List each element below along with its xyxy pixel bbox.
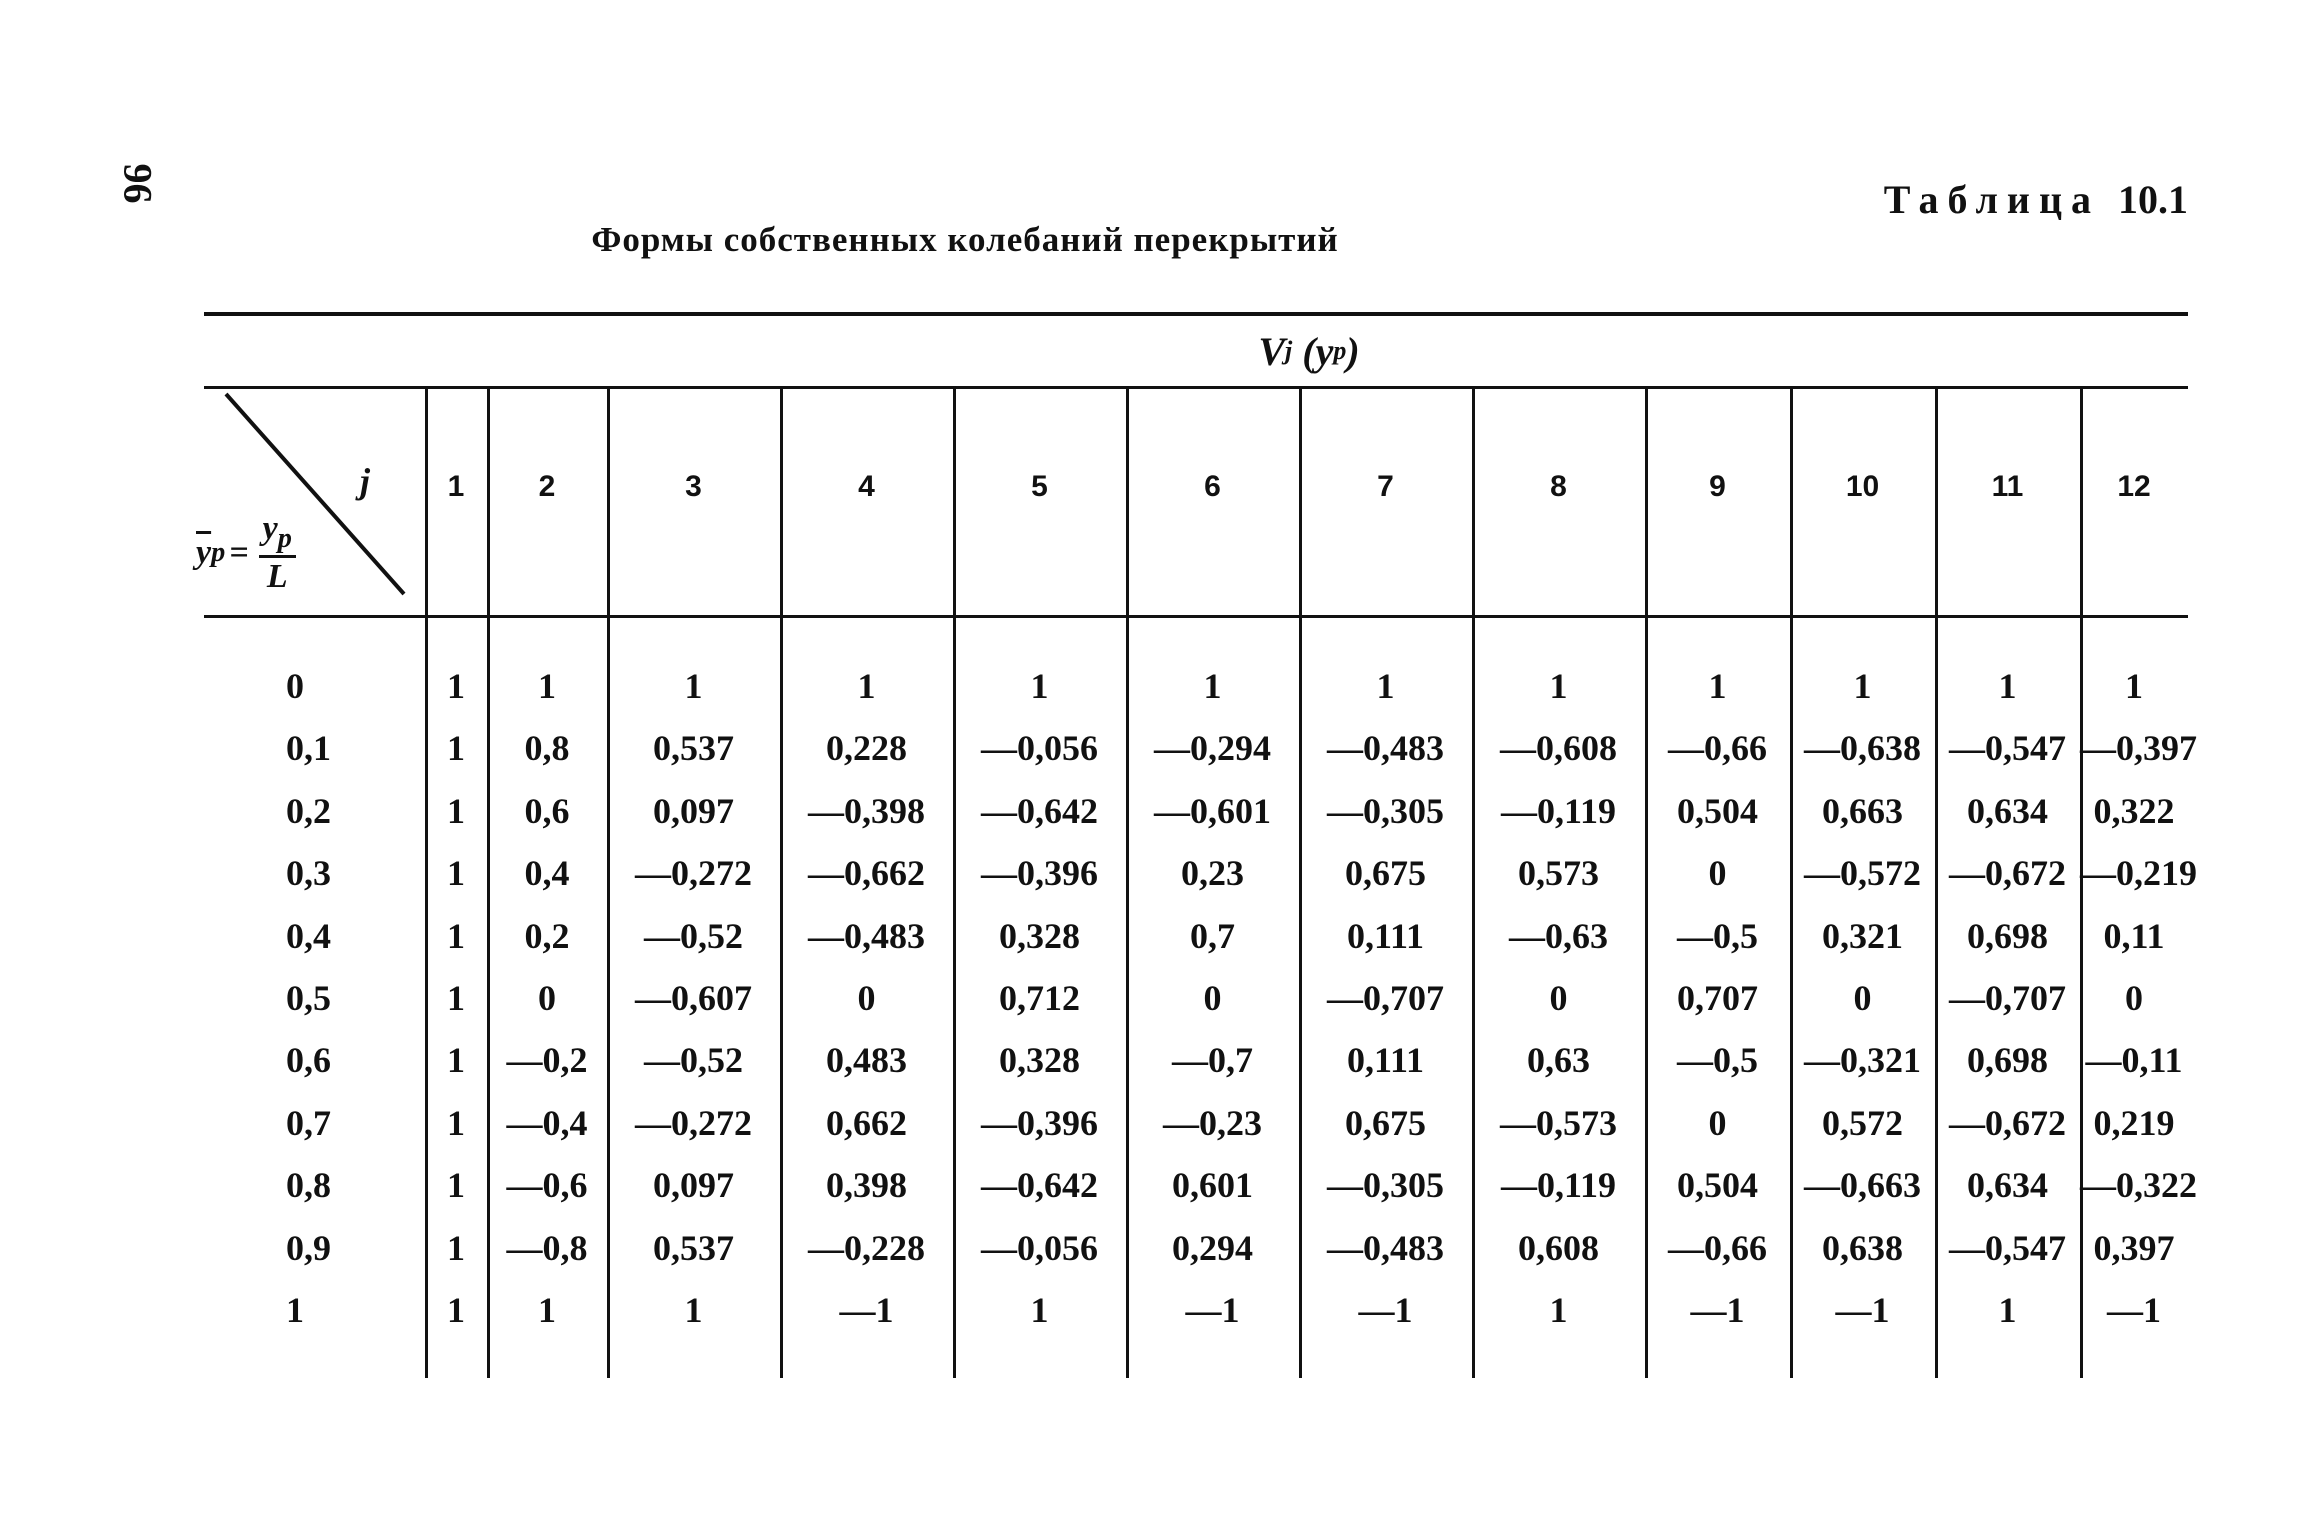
table-cell: —0,272 [635, 853, 752, 894]
table-cell: —0,572 [1804, 853, 1921, 894]
formula-num-sub: p [277, 522, 292, 554]
table-cell: —0,4 [506, 1102, 588, 1143]
table-cell: —0,483 [1327, 728, 1444, 769]
table-cell: 1 [684, 1290, 703, 1330]
table-cell: 0,608 [1518, 1227, 1599, 1268]
table-cell: 1 [538, 1290, 556, 1330]
table-cell: 1 [2125, 666, 2143, 706]
table-cell: 1 [1030, 666, 1049, 706]
table-cell: 1 [447, 1290, 465, 1330]
table-cell: —1 [1358, 1290, 1413, 1330]
table-title: Формы собственных колебаний перекрытий [591, 220, 1339, 259]
table-cell: —0,638 [1804, 728, 1921, 769]
table-cell: —0,119 [1500, 1165, 1616, 1206]
table-cell: —0,056 [981, 1227, 1098, 1268]
table-cell: 0 [2125, 978, 2143, 1018]
table-cell: 0,097 [653, 1165, 734, 1206]
table-cell: 0,634 [1967, 790, 2048, 831]
table-cell: 0,698 [1967, 1040, 2048, 1081]
table-cell: 0,2 [524, 915, 570, 956]
table-cell: —0,397 [2080, 728, 2197, 769]
table-cell: —0,601 [1154, 790, 1271, 831]
column-header: 5 [1031, 470, 1048, 503]
diag-column-label: j [360, 461, 371, 501]
table-cell: —0,642 [981, 790, 1098, 831]
table-cell: 1 [1853, 666, 1872, 706]
table-cell: —0,66 [1668, 1227, 1767, 1268]
span-header-v: V [1258, 328, 1286, 374]
table-cell: 0,097 [653, 790, 734, 831]
table-cell: 0,504 [1677, 1165, 1758, 1206]
table-cell: —0,23 [1163, 1102, 1262, 1143]
table-cell: —0,707 [1949, 978, 2066, 1018]
table-label-word: Таблица [1883, 177, 2100, 222]
table-cell: 0,11 [2103, 915, 2165, 956]
table-cell: 1 [1376, 666, 1395, 706]
table-cell: 0,321 [1822, 915, 1903, 956]
column-header: 2 [538, 470, 556, 503]
table-cell: 0,111 [1346, 1040, 1425, 1081]
column-header: 9 [1709, 470, 1726, 503]
table-cell: 1 [447, 728, 465, 769]
table-cell: 1 [1549, 666, 1568, 706]
table-cell: 1 [447, 1102, 465, 1143]
table-cell: —0,662 [808, 853, 925, 894]
table-header-rule [204, 386, 2188, 389]
table-cell: —0,294 [1154, 728, 1271, 769]
table-cell: 0,662 [826, 1102, 907, 1143]
span-header-sub-p: p [1333, 336, 1347, 365]
formula-numerator [259, 510, 296, 558]
table-cell: 1 [857, 666, 876, 706]
table-cell: —0,5 [1677, 915, 1758, 956]
table-cell: 1 [1998, 666, 2017, 706]
table-cell: 0,328 [999, 1040, 1080, 1081]
table-cell: —1 [2107, 1290, 2161, 1330]
row-label: 0,2 [286, 790, 331, 831]
table-cell: —0,305 [1327, 790, 1444, 831]
table-cell: —0,607 [635, 978, 752, 1018]
table-cell: —0,663 [1804, 1165, 1921, 1206]
table-cell: 1 [1708, 666, 1727, 706]
table-cell: 0,638 [1822, 1227, 1903, 1268]
table-cell: 0,8 [524, 728, 570, 769]
table-cell: 1 [447, 978, 465, 1018]
table-cell: 0 [538, 978, 556, 1018]
table-cell: —0,11 [2085, 1040, 2183, 1081]
span-header-close: ) [1346, 328, 1360, 374]
column-header: 11 [1991, 470, 2024, 503]
table-cell: —1 [1835, 1290, 1890, 1330]
table-cell: —0,483 [1327, 1227, 1444, 1268]
table-cell: —0,6 [506, 1165, 588, 1206]
table-cell: 0,572 [1822, 1102, 1903, 1143]
table-cell: —0,056 [981, 728, 1098, 769]
table-cell: 0 [1708, 853, 1727, 894]
column-header: 3 [685, 470, 702, 503]
table-cell: 0,63 [1527, 1040, 1590, 1081]
table-cell: 0,23 [1181, 853, 1244, 894]
row-label: 0,7 [286, 1102, 331, 1143]
table-cell: —0,272 [635, 1102, 752, 1143]
table-cell: 0 [1708, 1102, 1727, 1143]
column-header: 12 [2117, 470, 2151, 503]
table-cell: 1 [1203, 666, 1222, 706]
table-cell: —0,573 [1500, 1102, 1617, 1143]
table-cell: 0,537 [653, 728, 734, 769]
table-cell: 1 [447, 853, 465, 894]
row-label: 0,9 [286, 1227, 331, 1268]
column-header: 1 [447, 470, 465, 503]
row-label: 0,4 [286, 915, 331, 956]
span-header-arg: (y [1302, 328, 1334, 374]
table-cell: 0,675 [1345, 853, 1426, 894]
column-header: 7 [1377, 470, 1394, 503]
row-label: 0,1 [286, 728, 331, 769]
table-cell: —0,672 [1949, 1102, 2066, 1143]
formula-eq: = [229, 533, 249, 571]
table-cell: 1 [1030, 1290, 1049, 1330]
row-label: 0,8 [286, 1165, 331, 1206]
table-cell: —0,608 [1500, 728, 1617, 769]
table-cell: 0,675 [1345, 1102, 1426, 1143]
span-header-sub-j: j [1285, 336, 1293, 365]
formula-fraction [259, 510, 296, 596]
table-cell: 0,504 [1677, 790, 1758, 831]
table-cell: —0,672 [1949, 853, 2066, 894]
table-cell: 0,6 [524, 790, 570, 831]
table-cell: 1 [447, 915, 465, 956]
table-cell: 0,712 [999, 978, 1080, 1018]
table-cell: 1 [447, 1165, 465, 1206]
table-cell: —0,321 [1804, 1040, 1921, 1081]
table-cell: 1 [1549, 1290, 1568, 1330]
table-cell: 0,4 [524, 853, 570, 894]
column-header: 4 [858, 470, 875, 503]
row-label: 1 [286, 1290, 304, 1330]
table-cell: —0,642 [981, 1165, 1098, 1206]
page-number: 96 [115, 163, 161, 204]
table-cell: 0,537 [653, 1227, 734, 1268]
table-cell: 0,601 [1172, 1165, 1253, 1206]
row-label: 0 [286, 666, 304, 706]
table-cell: 1 [1998, 1290, 2017, 1330]
table-cell: —0,396 [981, 853, 1098, 894]
table-cell: —0,707 [1327, 978, 1444, 1018]
table-number: 10.1 [2118, 177, 2188, 222]
diag-row-formula [196, 510, 296, 596]
row-label: 0,6 [286, 1040, 331, 1081]
table-cell: —0,63 [1509, 915, 1608, 956]
table-cell: —0,66 [1668, 728, 1767, 769]
table-cell: 0,322 [2093, 790, 2175, 831]
row-label: 0,3 [286, 853, 331, 894]
table-cell: 0,328 [999, 915, 1080, 956]
span-header [430, 316, 2188, 386]
table-cell: —1 [1690, 1290, 1745, 1330]
table-cell: 0,707 [1677, 978, 1758, 1018]
table-cell: 0,294 [1172, 1227, 1253, 1268]
formula-lhs: $\overline{y}$ [196, 533, 212, 571]
table-cell: 0,573 [1518, 853, 1599, 894]
table-cell: 0 [1203, 978, 1222, 1018]
table-cell: —1 [1185, 1290, 1240, 1330]
table-cell: —0,52 [644, 915, 743, 956]
column-header: 10 [1845, 470, 1880, 503]
formula-denominator: L [266, 557, 288, 595]
column-header: 8 [1550, 470, 1567, 503]
table-cell: 0,228 [826, 728, 907, 769]
table-cell: 1 [538, 666, 556, 706]
table-cell: —0,396 [981, 1102, 1098, 1143]
table-cell: —0,7 [1172, 1040, 1253, 1081]
table-cell: —0,322 [2080, 1165, 2197, 1206]
table-cell: —0,119 [1500, 790, 1616, 831]
table-cell: 1 [447, 790, 465, 831]
table-cell: 0 [1549, 978, 1568, 1018]
table-cell: —1 [839, 1290, 894, 1330]
table-cell: 0,398 [826, 1165, 907, 1206]
table-cell: —0,483 [808, 915, 925, 956]
table-cell: 0,483 [826, 1040, 907, 1081]
table-cell: 0,111 [1346, 915, 1425, 956]
table-cell: 1 [447, 1040, 465, 1081]
table-body-rule [204, 615, 2188, 618]
table-cell: 0,219 [2093, 1102, 2175, 1143]
table-cell: —0,547 [1949, 728, 2066, 769]
table-cell: 1 [447, 1227, 465, 1268]
table-cell: —0,547 [1949, 1227, 2066, 1268]
table-label [1884, 176, 2188, 223]
table-cell: 0,663 [1822, 790, 1903, 831]
row-label: 0,5 [286, 978, 331, 1018]
table-cell: —0,5 [1677, 1040, 1758, 1081]
table-cell: —0,8 [506, 1227, 588, 1268]
table-cell: 0,634 [1967, 1165, 2048, 1206]
table-cell: —0,228 [808, 1227, 925, 1268]
table-cell: 1 [684, 666, 703, 706]
table-cell: 0 [1853, 978, 1872, 1018]
table-cell: 0,698 [1967, 915, 2048, 956]
table-cell: 0,397 [2093, 1227, 2175, 1268]
formula-num-y: y [262, 510, 278, 547]
table-cell: 0,7 [1190, 915, 1235, 956]
table-cell: —0,398 [808, 790, 925, 831]
column-header: 6 [1204, 470, 1221, 503]
table-cell: —0,305 [1327, 1165, 1444, 1206]
table-cell: —0,219 [2080, 853, 2197, 894]
table-cell: —0,2 [506, 1040, 588, 1081]
table-cell: 1 [447, 666, 465, 706]
table-cell: 0 [857, 978, 876, 1018]
table-cell: —0,52 [644, 1040, 743, 1081]
formula-lhs-sub: p [211, 536, 226, 568]
